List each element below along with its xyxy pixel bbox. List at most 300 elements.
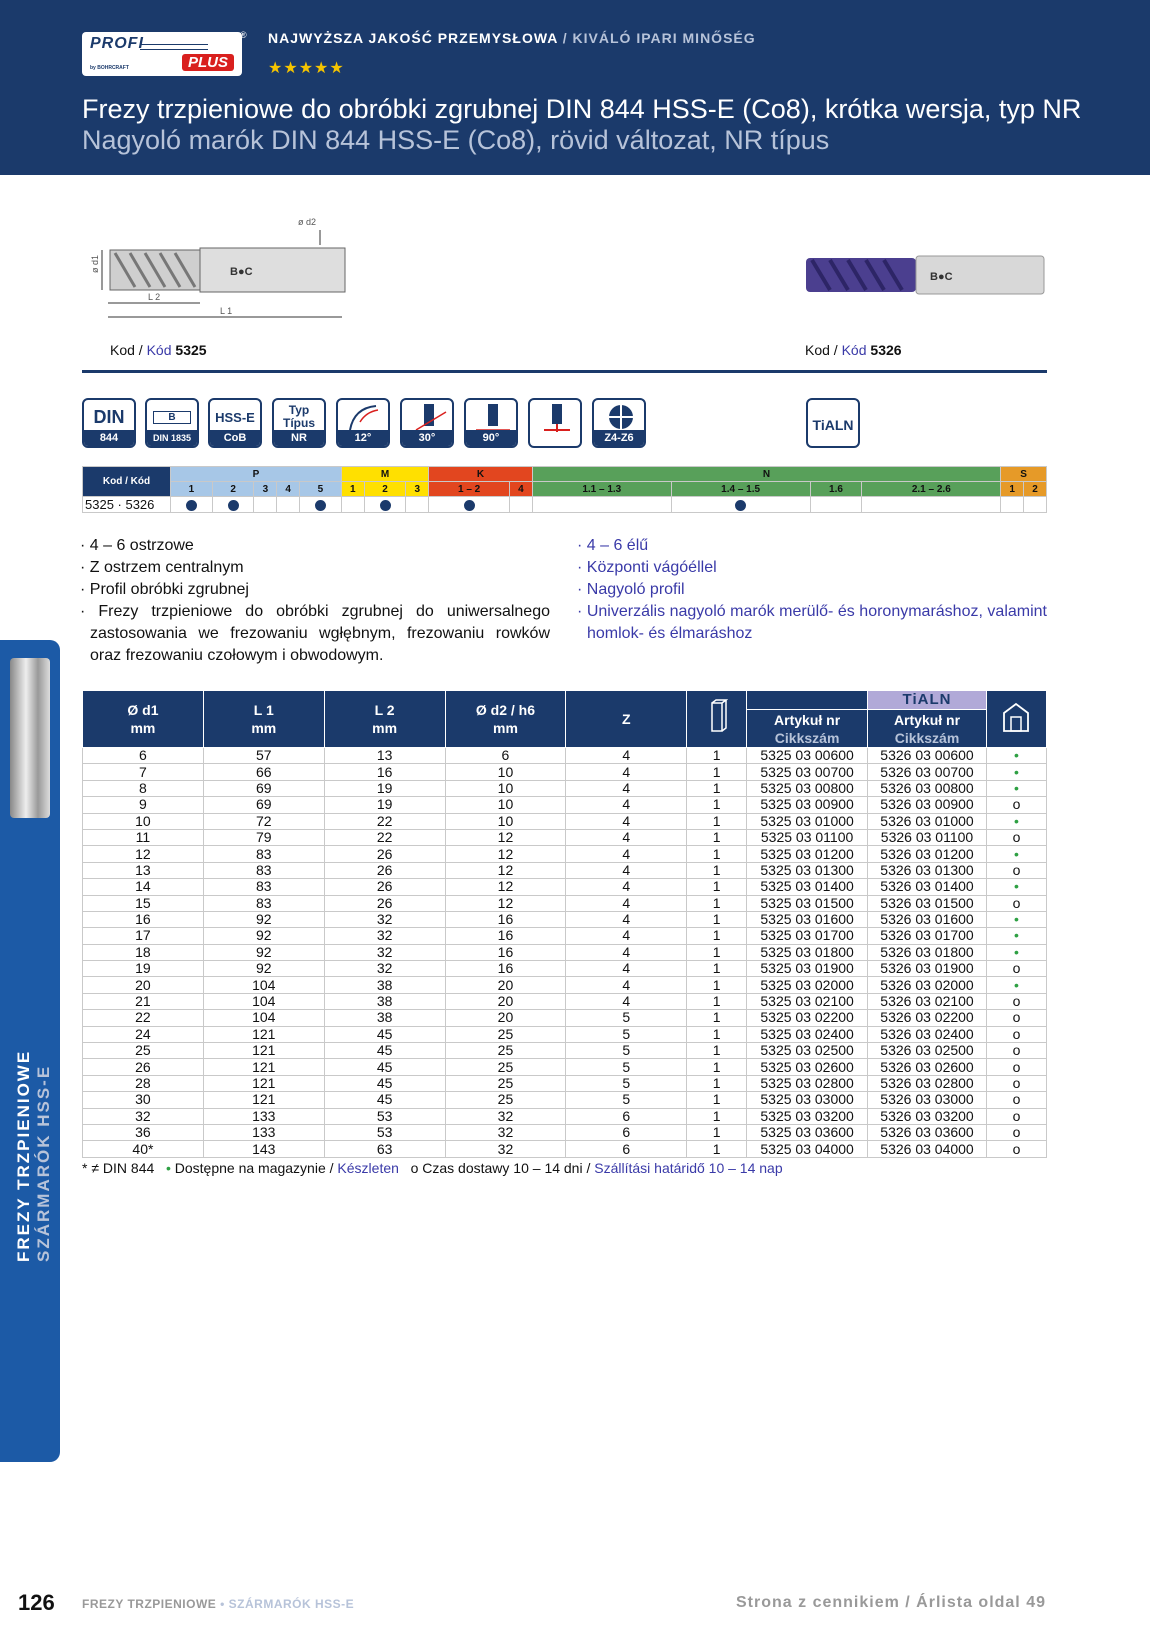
table-cell: 1	[687, 813, 747, 829]
quality-pl: NAJWYŻSZA JAKOŚĆ PRZEMYSŁOWA	[268, 30, 558, 46]
badge-top	[147, 402, 197, 432]
col-z: Z	[566, 691, 687, 748]
availability-cell: o	[986, 961, 1046, 977]
table-cell: 1	[687, 1043, 747, 1059]
col-d1	[83, 691, 204, 748]
table-cell: 15	[83, 895, 204, 911]
suit-n1	[532, 497, 671, 513]
table-cell: 79	[203, 829, 324, 845]
caption-kod-hu: Kód	[841, 342, 867, 358]
table-cell: 4	[566, 780, 687, 796]
table-cell: 92	[203, 944, 324, 960]
availability-cell: o	[986, 1092, 1046, 1108]
suitable-dot	[464, 500, 475, 511]
caption-kod: Kod	[110, 342, 135, 358]
table-cell: 45	[324, 1092, 445, 1108]
table-cell: 4	[566, 879, 687, 895]
table-cell: 45	[324, 1075, 445, 1091]
table-cell: 4	[566, 797, 687, 813]
hss-e-badge	[208, 398, 262, 448]
suit-p1	[171, 497, 213, 513]
availability-cell: o	[986, 1075, 1046, 1091]
tool-dimension-drawing	[80, 215, 360, 335]
page-header	[0, 0, 1150, 175]
table-cell: 5325 03 02800	[747, 1075, 868, 1091]
table-cell: 5325 03 00600	[747, 748, 868, 764]
table-cell: 22	[83, 1010, 204, 1026]
table-cell: 5325 03 02100	[747, 993, 868, 1009]
delivery-pl: Czas dostawy 10 – 14 dni	[422, 1160, 583, 1176]
badge-bottom: 90°	[466, 430, 516, 446]
table-cell: 16	[445, 911, 566, 927]
table-cell: 10	[83, 813, 204, 829]
l1-label: L 1	[220, 306, 233, 316]
table-cell: 5325 03 02200	[747, 1010, 868, 1026]
sub-p2: 2	[212, 482, 254, 497]
table-cell: 72	[203, 813, 324, 829]
table-cell: 5325 03 03200	[747, 1108, 868, 1124]
sub-p1: 1	[171, 482, 213, 497]
sep: /	[325, 1160, 338, 1176]
flutes-z4-z6-badge	[592, 398, 646, 448]
table-cell: 53	[324, 1108, 445, 1124]
table-cell: 5	[566, 1075, 687, 1091]
table-cell: 5326 03 02600	[868, 1059, 987, 1075]
badge-bottom: CoB	[210, 430, 260, 446]
table-cell: 5325 03 02600	[747, 1059, 868, 1075]
caption-code: 5326	[870, 342, 902, 358]
table-row	[83, 1092, 1047, 1108]
suit-k2	[510, 497, 533, 513]
availability-cell: o	[986, 993, 1046, 1009]
table-cell: 5	[566, 1043, 687, 1059]
availability-cell: •	[986, 944, 1046, 960]
table-cell: 69	[203, 797, 324, 813]
table-cell: 20	[445, 1010, 566, 1026]
feature-item: · Univerzális nagyoló marók merülő- és horonymaráshoz, valamint homlok- és élmaráshoz	[577, 603, 1047, 642]
ramp-angle-30-badge	[400, 398, 454, 448]
art-hu: Cikkszám	[774, 729, 840, 746]
sub-p4: 4	[277, 482, 300, 497]
table-cell: 1	[687, 764, 747, 780]
table-cell: 26	[324, 895, 445, 911]
art-pl: Artykuł nr	[893, 711, 961, 728]
page-number: 126	[18, 1590, 55, 1615]
table-cell: 1	[687, 1075, 747, 1091]
pricelist-hu: Árlista oldal 49	[916, 1594, 1046, 1611]
table-cell: 5325 03 01100	[747, 829, 868, 845]
coated-tool-image	[800, 250, 1050, 300]
suit-k1	[429, 497, 510, 513]
table-cell: 133	[203, 1108, 324, 1124]
feature-item: · Központi vágóéllel	[577, 559, 717, 576]
col-stock	[986, 691, 1046, 748]
table-cell: 28	[83, 1075, 204, 1091]
col-d2-label: Ø d2 / h6	[475, 702, 536, 718]
table-cell: 5	[566, 1092, 687, 1108]
table-cell: 32	[324, 961, 445, 977]
suit-m1	[341, 497, 364, 513]
footer-dot: •	[216, 1597, 229, 1611]
table-cell: 1	[687, 829, 747, 845]
caption-kod: Kod	[805, 342, 830, 358]
table-cell: 5326 03 01500	[868, 895, 987, 911]
table-cell: 5326 03 02200	[868, 1010, 987, 1026]
table-cell: 5326 03 01400	[868, 879, 987, 895]
table-cell: 5325 03 04000	[747, 1141, 868, 1157]
side-tab-label-hu: SZÁRMARÓK HSS-E	[34, 1064, 53, 1262]
table-cell: 38	[324, 993, 445, 1009]
table-row	[83, 846, 1047, 862]
table-cell: 4	[566, 911, 687, 927]
d1-label: ø d1	[90, 254, 100, 273]
table-cell: 5326 03 01200	[868, 846, 987, 862]
badge-bottom: DIN 1835	[147, 430, 197, 446]
art-hu: Cikkszám	[894, 729, 960, 746]
table-cell: 5325 03 00700	[747, 764, 868, 780]
table-cell: 5326 03 01900	[868, 961, 987, 977]
plunge-angle-icon	[466, 402, 518, 432]
table-cell: 5326 03 02800	[868, 1075, 987, 1091]
cross-section-icon	[594, 402, 646, 432]
brand-mark: B●C	[230, 266, 253, 278]
table-cell: 20	[83, 977, 204, 993]
l2-label: L 2	[148, 292, 161, 302]
suitable-dot	[735, 500, 746, 511]
table-cell: 66	[203, 764, 324, 780]
table-cell: 7	[83, 764, 204, 780]
table-cell: 5	[566, 1010, 687, 1026]
stock-hu: Készleten	[337, 1160, 399, 1176]
table-cell: 13	[324, 748, 445, 764]
table-cell: 5326 03 00800	[868, 780, 987, 796]
availability-cell: o	[986, 895, 1046, 911]
table-cell: 13	[83, 862, 204, 878]
table-cell: 5326 03 01700	[868, 928, 987, 944]
table-cell: 5	[566, 1059, 687, 1075]
table-cell: 5326 03 04000	[868, 1141, 987, 1157]
table-cell: 5325 03 01400	[747, 879, 868, 895]
table-cell: 121	[203, 1026, 324, 1042]
table-row	[83, 977, 1047, 993]
badge-top: DIN	[93, 406, 125, 427]
suitable-dot	[228, 500, 239, 511]
table-cell: 10	[445, 780, 566, 796]
registered-mark: ®	[240, 30, 247, 40]
table-cell: 5325 03 03000	[747, 1092, 868, 1108]
pricelist-sep: /	[899, 1594, 917, 1611]
table-cell: 45	[324, 1059, 445, 1075]
kod-header: Kod / Kód	[83, 467, 171, 497]
availability-cell: o	[986, 797, 1046, 813]
table-cell: 24	[83, 1026, 204, 1042]
table-cell: 104	[203, 1010, 324, 1026]
suit-s2	[1024, 497, 1047, 513]
table-row	[83, 813, 1047, 829]
table-cell: 5325 03 02400	[747, 1026, 868, 1042]
table-cell: 83	[203, 846, 324, 862]
caption-5326	[805, 342, 902, 358]
table-cell: 10	[445, 764, 566, 780]
group-s: S	[1001, 467, 1047, 482]
sub-n3: 1.6	[810, 482, 862, 497]
table-cell: 9	[83, 797, 204, 813]
table-cell: 63	[324, 1141, 445, 1157]
table-cell: 45	[324, 1026, 445, 1042]
table-row	[83, 944, 1047, 960]
table-cell: 32	[83, 1108, 204, 1124]
logo-by: by BOHRCRAFT	[90, 65, 129, 71]
table-cell: 1	[687, 1108, 747, 1124]
table-cell: 26	[324, 879, 445, 895]
table-cell: 20	[445, 977, 566, 993]
col-uncoated-empty	[747, 691, 868, 710]
suitable-dot	[380, 500, 391, 511]
suit-m3	[406, 497, 429, 513]
table-cell: 26	[324, 862, 445, 878]
unit-label: mm	[130, 720, 156, 736]
table-cell: 1	[687, 797, 747, 813]
availability-cell: o	[986, 1010, 1046, 1026]
table-cell: 4	[566, 895, 687, 911]
table-cell: 32	[324, 944, 445, 960]
col-d1-label: Ø d1	[127, 702, 159, 718]
table-cell: 5326 03 02500	[868, 1043, 987, 1059]
table-cell: 5325 03 01900	[747, 961, 868, 977]
table-cell: 12	[445, 895, 566, 911]
side-tab-label-pl: FREZY TRZPIENIOWE	[14, 1049, 33, 1262]
table-cell: 4	[566, 829, 687, 845]
suit-p4	[277, 497, 300, 513]
suit-n2	[671, 497, 810, 513]
caption-kod-hu: Kód	[146, 342, 172, 358]
unit-label: mm	[372, 720, 398, 736]
table-cell: 16	[445, 928, 566, 944]
delivery-circle: o	[410, 1160, 419, 1176]
sub-n4: 2.1 – 2.6	[862, 482, 1001, 497]
pricelist-pl: Strona z cennikiem	[736, 1594, 900, 1611]
table-cell: 38	[324, 1010, 445, 1026]
badge-bottom: NR	[274, 430, 324, 446]
table-row	[83, 780, 1047, 796]
sep: /	[582, 1160, 595, 1176]
table-cell: 5325 03 00800	[747, 780, 868, 796]
table-cell: 36	[83, 1124, 204, 1140]
logo-plus: PLUS	[182, 54, 234, 71]
table-cell: 83	[203, 879, 324, 895]
type-nr-badge	[272, 398, 326, 448]
table-cell: 5325 03 01500	[747, 895, 868, 911]
table-cell: 1	[687, 944, 747, 960]
plunge-angle-90-badge	[464, 398, 518, 448]
table-cell: 1	[687, 961, 747, 977]
footer-section-pl: FREZY TRZPIENIOWE	[82, 1597, 217, 1611]
table-cell: 4	[566, 764, 687, 780]
table-cell: 6	[566, 1141, 687, 1157]
table-row	[83, 1043, 1047, 1059]
table-cell: 5326 03 02400	[868, 1026, 987, 1042]
table-cell: 121	[203, 1092, 324, 1108]
delivery-hu: Szállítási határidő 10 – 14 nap	[594, 1160, 783, 1176]
table-cell: 12	[445, 846, 566, 862]
page-title-pl: Frezy trzpieniowe do obróbki zgrubnej DIN 844 HSS-E (Co8), krótka wersja, typ NR	[82, 94, 1082, 124]
table-cell: 12	[445, 862, 566, 878]
table-cell: 121	[203, 1043, 324, 1059]
availability-cell: •	[986, 846, 1046, 862]
table-cell: 92	[203, 911, 324, 927]
table-cell: 6	[566, 1108, 687, 1124]
table-cell: 5326 03 00900	[868, 797, 987, 813]
milling-direction-icon	[530, 402, 582, 432]
rating-stars: ★★★★★	[268, 60, 345, 77]
table-cell: 25	[445, 1092, 566, 1108]
table-cell: 5325 03 01800	[747, 944, 868, 960]
table-cell: 133	[203, 1124, 324, 1140]
table-row	[83, 961, 1047, 977]
table-cell: 1	[687, 928, 747, 944]
table-row	[83, 1010, 1047, 1026]
table-cell: 21	[83, 993, 204, 1009]
d2-label: ø d2	[298, 217, 317, 227]
table-cell: 25	[445, 1026, 566, 1042]
table-cell: 25	[83, 1043, 204, 1059]
availability-cell: •	[986, 911, 1046, 927]
tialn-coating-badge	[806, 398, 860, 448]
sub-p5: 5	[300, 482, 342, 497]
suit-m2	[364, 497, 406, 513]
table-cell: 12	[445, 829, 566, 845]
material-suitability-table	[82, 466, 1047, 513]
table-cell: 5326 03 01800	[868, 944, 987, 960]
caption-sep: /	[134, 342, 147, 358]
table-cell: 4	[566, 846, 687, 862]
table-cell: 25	[445, 1059, 566, 1075]
page-title-hu: Nagyoló marók DIN 844 HSS-E (Co8), rövid változat, NR típus	[82, 125, 830, 155]
quality-separator: /	[557, 30, 573, 46]
ramp-angle-icon	[402, 402, 454, 432]
table-cell: 83	[203, 862, 324, 878]
article-table	[82, 690, 1047, 1158]
footer-section-hu: SZÁRMARÓK HSS-E	[228, 1597, 355, 1611]
table-cell: 4	[566, 928, 687, 944]
sub-k1: 1 – 2	[429, 482, 510, 497]
table-cell: 121	[203, 1059, 324, 1075]
table-row	[83, 879, 1047, 895]
table-cell: 32	[324, 928, 445, 944]
suit-p2	[212, 497, 254, 513]
table-row	[83, 911, 1047, 927]
features-pl	[80, 535, 550, 667]
group-m: M	[341, 467, 428, 482]
availability-cell: o	[986, 1043, 1046, 1059]
availability-cell: o	[986, 1059, 1046, 1075]
table-cell: 4	[566, 748, 687, 764]
table-row	[83, 1026, 1047, 1042]
table-cell: 6	[566, 1124, 687, 1140]
badge-bottom: 12°	[338, 430, 388, 446]
table-cell: 16	[445, 961, 566, 977]
table-cell: 4	[566, 813, 687, 829]
table-cell: 11	[83, 829, 204, 845]
row-codes: 5325 · 5326	[83, 497, 171, 513]
availability-cell: o	[986, 1108, 1046, 1124]
table-cell: 26	[83, 1059, 204, 1075]
table-cell: 5326 03 01600	[868, 911, 987, 927]
table-cell: 5326 03 00600	[868, 748, 987, 764]
suit-n3	[810, 497, 862, 513]
caption-5325	[110, 342, 207, 358]
table-cell: 6	[445, 748, 566, 764]
col-tialn: TiALN	[868, 691, 987, 710]
table-cell: 1	[687, 862, 747, 878]
package-icon	[706, 699, 728, 735]
table-cell: 22	[324, 829, 445, 845]
table-cell: 38	[324, 977, 445, 993]
table-row	[83, 1141, 1047, 1157]
helix-angle-badge	[336, 398, 390, 448]
table-cell: 1	[687, 977, 747, 993]
table-cell: 4	[566, 944, 687, 960]
table-row	[83, 1075, 1047, 1091]
sub-m3: 3	[406, 482, 429, 497]
table-row	[83, 797, 1047, 813]
badge-top: TiALN	[812, 417, 854, 433]
suit-n4	[862, 497, 1001, 513]
availability-cell: •	[986, 813, 1046, 829]
table-cell: 32	[445, 1124, 566, 1140]
availability-cell: o	[986, 1026, 1046, 1042]
availability-cell: o	[986, 1141, 1046, 1157]
col-l1	[203, 691, 324, 748]
table-row	[83, 1108, 1047, 1124]
table-row	[83, 1059, 1047, 1075]
logo-profi: PROFI	[90, 35, 144, 52]
pricelist-reference	[736, 1594, 1046, 1612]
table-cell: 26	[324, 846, 445, 862]
in-stock-dot: •	[165, 1160, 171, 1176]
table-cell: 5326 03 01000	[868, 813, 987, 829]
table-cell: 5326 03 01300	[868, 862, 987, 878]
sub-m2: 2	[364, 482, 406, 497]
table-cell: 5325 03 02000	[747, 977, 868, 993]
availability-cell: o	[986, 862, 1046, 878]
table-cell: 69	[203, 780, 324, 796]
section-divider	[82, 370, 1047, 373]
feature-item: · Profil obróbki zgrubnej	[80, 581, 249, 598]
table-cell: 57	[203, 748, 324, 764]
shank-din-1835-badge	[145, 398, 199, 448]
table-cell: 1	[687, 846, 747, 862]
table-cell: 121	[203, 1075, 324, 1091]
col-pack	[687, 691, 747, 748]
table-cell: 32	[445, 1108, 566, 1124]
table-cell: 4	[566, 961, 687, 977]
col-l1-label: L 1	[253, 702, 274, 718]
availability-cell: •	[986, 764, 1046, 780]
availability-cell: •	[986, 748, 1046, 764]
table-cell: 92	[203, 961, 324, 977]
badge-bottom: 30°	[402, 430, 452, 446]
availability-cell: •	[986, 780, 1046, 796]
table-cell: 5325 03 01200	[747, 846, 868, 862]
table-cell: 10	[445, 813, 566, 829]
col-art-5325	[747, 710, 868, 748]
quality-hu: KIVÁLÓ IPARI MINŐSÉG	[572, 30, 756, 46]
table-cell: 1	[687, 1010, 747, 1026]
table-cell: 12	[83, 846, 204, 862]
table-cell: 83	[203, 895, 324, 911]
table-cell: 22	[324, 813, 445, 829]
